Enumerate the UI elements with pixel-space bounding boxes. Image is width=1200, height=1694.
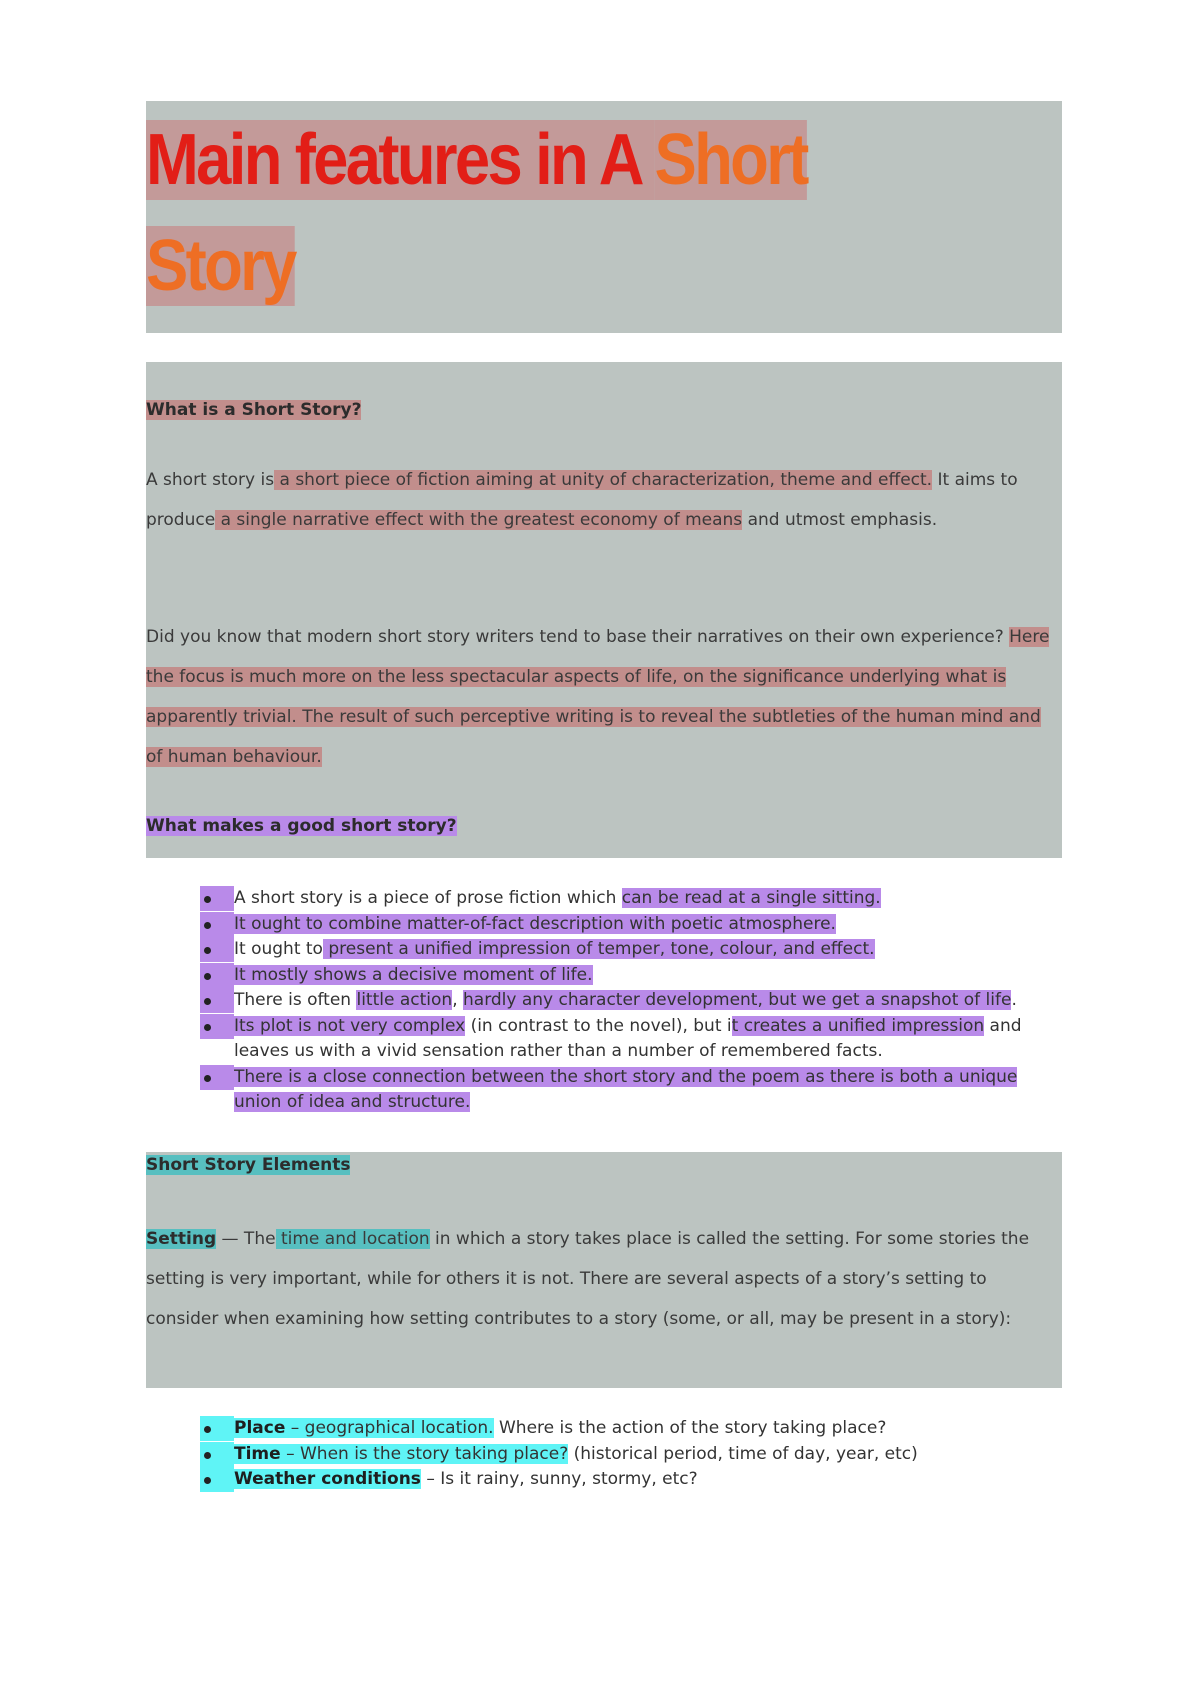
list-item (200, 886, 1060, 912)
setting-aspects-list (200, 1416, 1060, 1493)
bullet-icon (200, 912, 234, 937)
heading-text: Short Story Elements (146, 1155, 351, 1175)
highlight-run: a short piece of fiction aiming at unity of characterization, theme and effect. (274, 470, 933, 490)
list-item (200, 1014, 1060, 1065)
heading-text: What is a Short Story? (146, 400, 362, 420)
list-item (200, 963, 1060, 989)
list-item (200, 912, 1060, 938)
section-heading-elements (146, 1152, 350, 1178)
highlight-run: Here the focus is much more on the less spectacular aspects of life, on the significance underlying what is apparently trivial. The result of such perceptive writing is to reveal the subtleties of the human mind and of human behaviour. (146, 627, 1050, 767)
text-run: — The (216, 1229, 276, 1249)
list-item (200, 1065, 1060, 1116)
text-run: A short story is (146, 470, 275, 490)
list-item (200, 1467, 1060, 1493)
text-run: . (1011, 990, 1017, 1010)
bullet-icon (200, 1467, 234, 1492)
highlight-run: It ought to combine matter-of-fact description with poetic atmosphere. (234, 913, 836, 934)
highlight-run: time and location (275, 1229, 430, 1249)
bullet-icon (200, 1065, 234, 1090)
bullet-icon (200, 988, 234, 1013)
text-run: – Is it rainy, sunny, stormy, etc? (420, 1469, 698, 1489)
text-run: in which a story takes place is called the setting. For some stories the setting is very important, while for others it is not. There are several aspects of a story’s setting to consider when examining how setting contributes to a story (some, or all, may be present in a story): (146, 1229, 1030, 1329)
title-part-2: Short (654, 120, 807, 200)
highlight-run: – geographical location. (285, 1418, 494, 1438)
setting-paragraph (146, 1219, 1062, 1339)
list-item (200, 937, 1060, 963)
title-part-1: Main features in A (146, 120, 655, 200)
text-run: It aims to produce (146, 470, 1018, 530)
text-run: and utmost emphasis. (742, 510, 938, 530)
bullet-icon (200, 886, 234, 911)
section-heading-what-is (146, 397, 361, 423)
highlight-run: – When is the story taking place? (280, 1443, 569, 1464)
item-label: Weather conditions (234, 1469, 421, 1489)
setting-label: Setting (146, 1229, 217, 1249)
text-run: and leaves us with a vivid sensation rather than a number of remembered facts. (234, 1015, 1022, 1061)
text-run: Did you know that modern short story writers tend to base their narratives on their own experience? (146, 627, 1010, 647)
highlight-run: present a unified impression of temper, tone, colour, and effect. (322, 939, 875, 959)
item-label: Time (234, 1443, 281, 1464)
title-block (146, 101, 1062, 333)
heading-text: What makes a good short story? (146, 816, 457, 836)
item-label: Place (234, 1418, 286, 1438)
text-run: A short story is a piece of prose fiction which (234, 888, 622, 908)
highlight-run: a single narrative effect with the greatest economy of means (215, 510, 743, 530)
title-part-3: Story (146, 226, 295, 306)
definition-paragraph (146, 460, 1052, 540)
highlight-run: There is a close connection between the short story and the poem as there is both a unique union of idea and structure. (234, 1066, 1018, 1112)
text-run: It ought to (234, 939, 323, 959)
list-item (200, 988, 1060, 1014)
experience-paragraph (146, 617, 1052, 777)
text-run: There is often (234, 990, 357, 1010)
definition-section (146, 362, 1062, 858)
text-run: , (452, 990, 463, 1010)
highlight-run: t creates a unified impression (731, 1015, 985, 1036)
list-item (200, 1442, 1060, 1468)
list-item (200, 1416, 1060, 1442)
good-story-list (200, 886, 1060, 1116)
highlight-run: Its plot is not very complex (234, 1015, 466, 1036)
highlight-run: can be read at a single sitting. (621, 888, 881, 908)
page-title (146, 107, 1061, 319)
text-run: (historical period, time of day, year, etc) (568, 1443, 918, 1464)
text-run: Where is the action of the story taking place? (493, 1418, 887, 1438)
bullet-icon (200, 1442, 234, 1467)
bullet-icon (200, 937, 234, 962)
bullet-icon (200, 963, 234, 988)
bullet-icon (200, 1014, 234, 1039)
bullet-icon (200, 1416, 234, 1441)
highlight-run: little action (356, 990, 453, 1010)
text-run: (in contrast to the novel), but i (465, 1015, 732, 1036)
section-heading-good-story (146, 813, 457, 839)
highlight-run: hardly any character development, but we get a snapshot of life (463, 990, 1012, 1010)
highlight-run: It mostly shows a decisive moment of life. (234, 964, 593, 985)
